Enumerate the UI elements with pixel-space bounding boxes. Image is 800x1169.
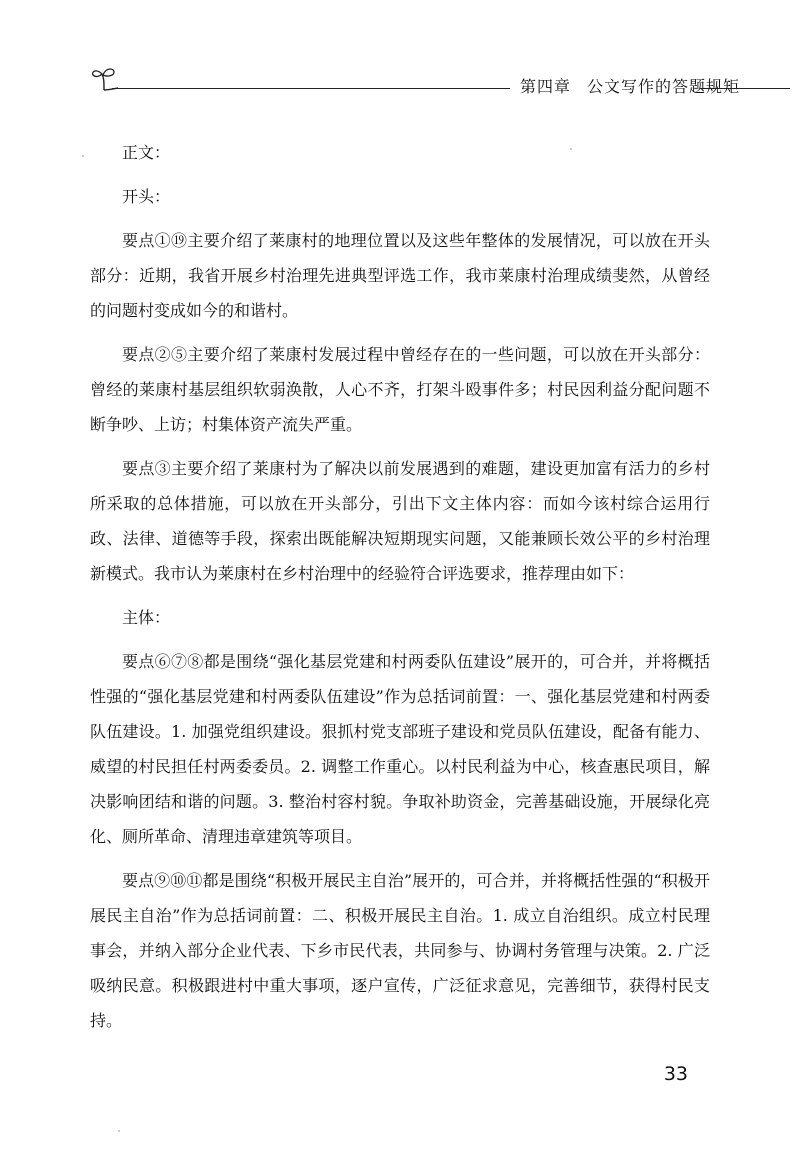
paragraph: 要点③主要介绍了莱康村为了解决以前发展遇到的难题，建设更加富有活力的乡村所采取的总体措施，可以放在开头部分，引出下文主体内容：而如今该村综合运用行政、法律、道德等手段，探索出既能解决短期现实问题，又能兼顾长效公平的乡村治理新模式。我市认为莱康村在乡村治理中的经验符合评选要求，推荐理由如下： bbox=[90, 459, 710, 583]
chapter-title: 公文写作的答题规矩 bbox=[587, 77, 741, 96]
scan-speck bbox=[118, 1130, 120, 1132]
page-number: 33 bbox=[663, 1063, 688, 1085]
sprout-icon bbox=[90, 64, 120, 94]
chapter-heading bbox=[520, 74, 740, 97]
header-rule-left bbox=[112, 88, 510, 89]
paragraph: 要点①⑲主要介绍了莱康村的地理位置以及这些年整体的发展情况，可以放在开头部分：近期，我省开展乡村治理先进典型评选工作，我市莱康村治理成绩斐然，从曾经的问题村变成如今的和谐村。 bbox=[90, 231, 710, 320]
section-label-opening: 开头： bbox=[122, 187, 171, 206]
chapter-number: 第四章 bbox=[520, 77, 572, 96]
paragraph: 要点②⑤主要介绍了莱康村发展过程中曾经存在的一些问题，可以放在开头部分：曾经的莱康村基层组织软弱涣散，人心不齐，打架斗殴事件多；村民因利益分配问题不断争吵、上访；村集体资产流失严重。 bbox=[90, 345, 710, 434]
header-rule-right bbox=[700, 88, 790, 89]
running-header bbox=[90, 64, 790, 104]
paragraph: 要点⑥⑦⑧都是围绕“强化基层党建和村两委队伍建设”展开的，可合并，并将概括性强的“强化基层党建和村两委队伍建设”作为总括词前置：一、强化基层党建和村两委队伍建设。1. 加强党组织建设。狠抓村党支部班子建设和党员队伍建设，配备有能力、威望的村民担任村两委委员。2. 调整工作重心。以村民利益为中心，核查惠民项目，解决影响团结和谐的问题。3. 整治村容村貌。争取补助资金，完善基础设施，开展绿化亮化、厕所革命、清理违章建筑等项目。 bbox=[90, 652, 710, 846]
section-label-body: 主体： bbox=[122, 608, 171, 627]
scan-speck bbox=[82, 155, 84, 157]
paragraph: 要点⑨⑩⑪都是围绕“积极开展民主自治”展开的，可合并，并将概括性强的“积极开展民主自治”作为总括词前置：二、积极开展民主自治。1. 成立自治组织。成立村民理事会，并纳入部分企业代表、下乡市民代表，共同参与、协调村务管理与决策。2. 广泛吸纳民意。积极跟进村中重大事项，逐户宣传，广泛征求意见，完善细节，获得村民支持。 bbox=[90, 871, 710, 1030]
body-text bbox=[90, 135, 710, 1047]
scan-speck bbox=[570, 148, 572, 150]
section-label-main-text: 正文： bbox=[122, 143, 171, 162]
